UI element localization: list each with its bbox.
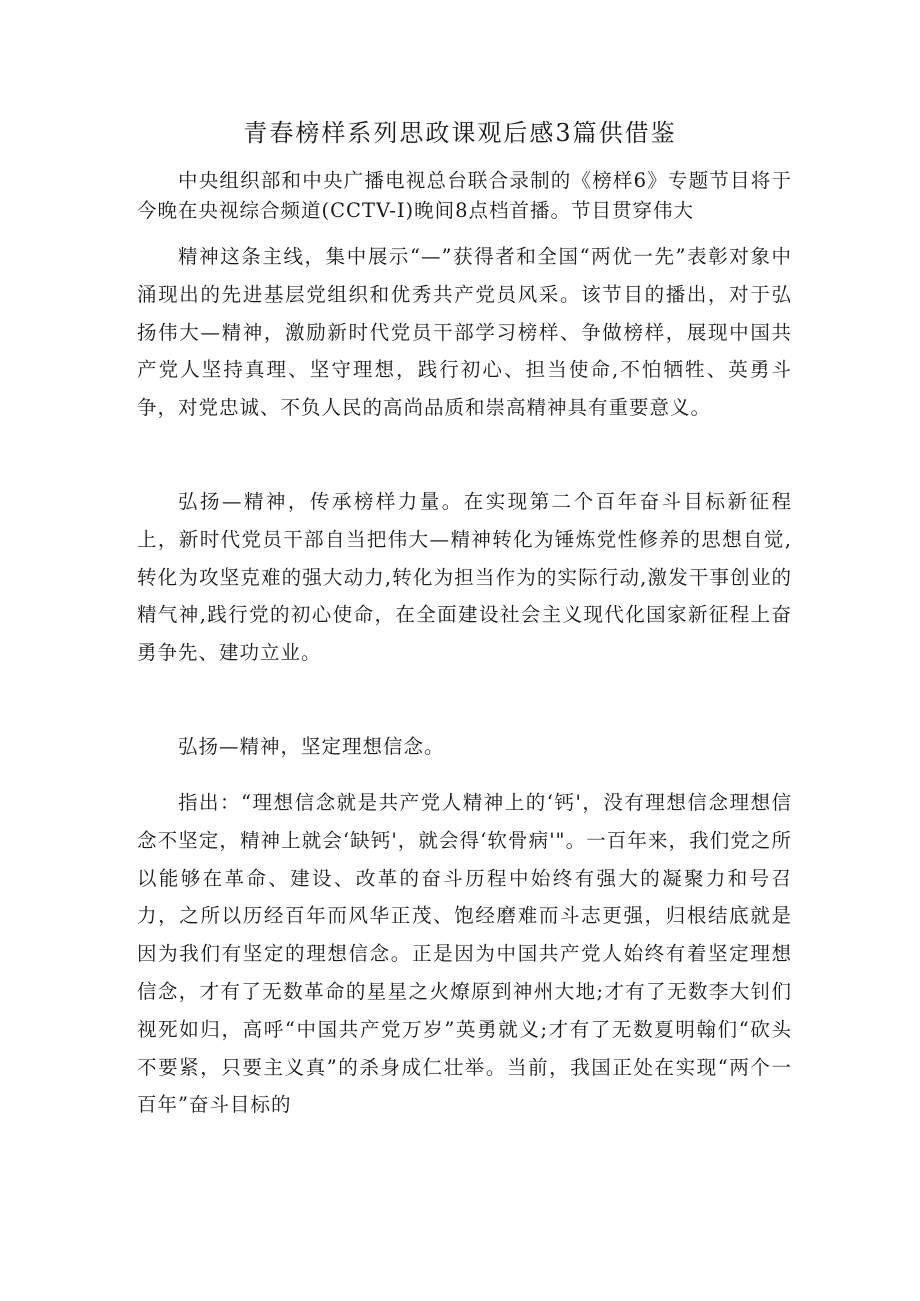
paragraph-1: 中央组织部和中央广播电视总台联合录制的《榜样6》专题节目将于今晚在央视综合频道(CCTV-I)晚间8点档首播。节目贯穿伟大 — [137, 169, 792, 222]
paragraph-4: 弘扬—精神，坚定理想信念。 — [178, 735, 445, 758]
paragraph-2: 精神这条主线，集中展示“—”获得者和全国“两优一先”表彰对象中涌现出的先进基层党组织和优秀共产党员风采。该节目的播出，对于弘扬伟大—精神，激励新时代党员干部学习榜样、争做榜样，展现中国共产党人坚持真理、坚守理想，践行初心、担当使命,不怕牺牲、英勇斗争，对党忠诚、不负人民的高尚品质和崇高精神具有重要意义。 — [137, 245, 792, 420]
paragraph-3: 弘扬—精神，传承榜样力量。在实现第二个百年奋斗目标新征程上，新时代党员干部自当把伟大—精神转化为锤炼党性修养的思想自觉,转化为攻坚克难的强大动力,转化为担当作为的实际行动,激发干事创业的精气神,践行党的初心使命，在全面建设社会主义现代化国家新征程上奋勇争先、建功立业。 — [137, 490, 792, 665]
paragraph-5: 指出：“理想信念就是共产党人精神上的‘钙'，没有理想信念理想信念不坚定，精神上就会‘缺钙'，就会得‘软骨病'"。一百年来，我们党之所以能够在革命、建设、改革的奋斗历程中始终有强大的凝聚力和号召力，之所以历经百年而风华正茂、饱经磨难而斗志更强，归根结底就是因为我们有坚定的理想信念。正是因为中国共产党人始终有着坚定理想信念，才有了无数革命的星星之火燎原到神州大地;才有了无数李大钊们视死如归，高呼“中国共产党万岁”英勇就义;才有了无数夏明翰们“砍头不要紧，只要主义真”的杀身成仁壮举。当前，我国正处在实现“两个一百年”奋斗目标的 — [137, 791, 792, 1117]
document-title: 青春榜样系列思政课观后感3篇供借鉴 — [243, 119, 677, 147]
